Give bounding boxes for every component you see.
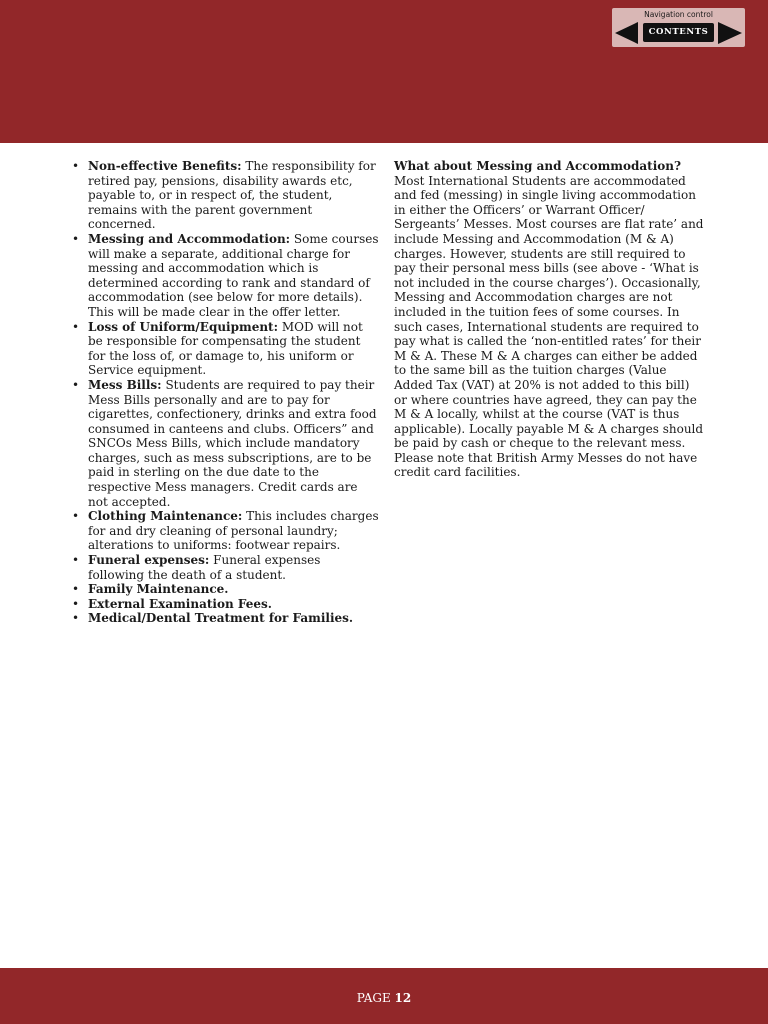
bullet-icon: • <box>72 611 80 626</box>
bullet-icon: • <box>72 319 80 334</box>
item-title: Mess Bills: <box>88 377 162 392</box>
item-title: Non-effective Benefits: <box>88 159 242 173</box>
benefits-list <box>72 159 380 626</box>
list-item <box>72 232 380 320</box>
item-text: MOD will not be responsible for compensating the student for the loss of, or damage to, his uniform or Service equipment. <box>88 319 363 378</box>
bullet-icon: • <box>72 159 80 173</box>
item-text: Students are required to pay their Mess Bills personally and are to pay for cigarettes, confectionery, drinks and extra food consumed in canteens and clubs. Officers” and SNCOs Mess Bills, which include mandatory charges, such as mess subscriptions, are to be paid in sterling on the due date to the respective Mess managers. Credit cards are not accepted. <box>88 377 377 509</box>
list-item <box>72 553 380 582</box>
item-title: Clothing Maintenance: <box>88 509 243 524</box>
item-title: Medical/Dental Treatment for Families. <box>88 611 354 626</box>
bullet-icon: • <box>72 553 80 568</box>
section-body: Most International Students are accommodated and fed (messing) in single living accommodation in either the Officers’ or Warrant Officer/ Sergeants’ Messes. Most courses are flat rate’ and include Messing and Accommodation (M & A) charges. However, students are still required to pay their personal mess bills (see above - ‘What is not included in the course charges’). Occasionally, Messing and Accommodation charges are not included in the tuition fees of some courses. In such cases, International students are required to pay what is called the ‘non-entitled rates’ for their M & A. These M & A charges can either be added to the same bill as the tuition charges (Value Added Tax (VAT) at 20% is not added to this bill) or where countries have agreed, they can pay the M & A locally, whilst at the course (VAT is thus applicable). Locally payable M & A charges should be paid by cash or cheque to the relevant mess. Please note that British Army Messes do not have credit card facilities. <box>394 173 704 480</box>
bullet-icon: • <box>72 582 80 597</box>
page-label: PAGE <box>356 991 391 1005</box>
section-heading: What about Messing and Accommodation? <box>394 159 682 173</box>
list-item <box>72 582 380 597</box>
page-indicator <box>0 991 768 1005</box>
contents-button[interactable]: CONTENTS <box>643 23 714 42</box>
right-column <box>394 159 704 480</box>
item-text: The responsibility for retired pay, pensions, disability awards etc, payable to, or in respect of, the student, remains with the parent government concerned. <box>88 159 376 232</box>
bullet-icon: • <box>72 596 80 611</box>
item-title: Family Maintenance. <box>88 582 229 597</box>
page-number: 12 <box>394 991 412 1005</box>
item-title: External Examination Fees. <box>88 596 272 611</box>
item-title: Funeral expenses: <box>88 553 210 568</box>
item-title: Loss of Uniform/Equipment: <box>88 319 279 334</box>
header-band <box>0 0 768 143</box>
list-item <box>72 597 380 612</box>
navigation-caption: Navigation control <box>644 10 713 19</box>
next-page-arrow-icon[interactable] <box>718 22 742 44</box>
left-column <box>72 159 380 626</box>
list-item <box>72 378 380 509</box>
item-text: Funeral expenses following the death of a student. <box>88 553 321 582</box>
item-text: Some courses will make a separate, additional charge for messing and accommodation which is determined according to rank and standard of accommodation (see below for more details). This will be made clear in the offer letter. <box>88 231 379 319</box>
item-text: This includes charges for and dry cleaning of personal laundry; alterations to uniforms: footwear repairs. <box>88 509 379 553</box>
bullet-icon: • <box>72 231 80 246</box>
bullet-icon: • <box>72 377 80 392</box>
item-title: Messing and Accommodation: <box>88 231 291 246</box>
previous-page-arrow-icon[interactable] <box>615 22 638 44</box>
list-item <box>72 611 380 626</box>
list-item <box>72 320 380 378</box>
bullet-icon: • <box>72 509 80 524</box>
navigation-control <box>612 8 745 47</box>
list-item <box>72 509 380 553</box>
list-item <box>72 159 380 232</box>
